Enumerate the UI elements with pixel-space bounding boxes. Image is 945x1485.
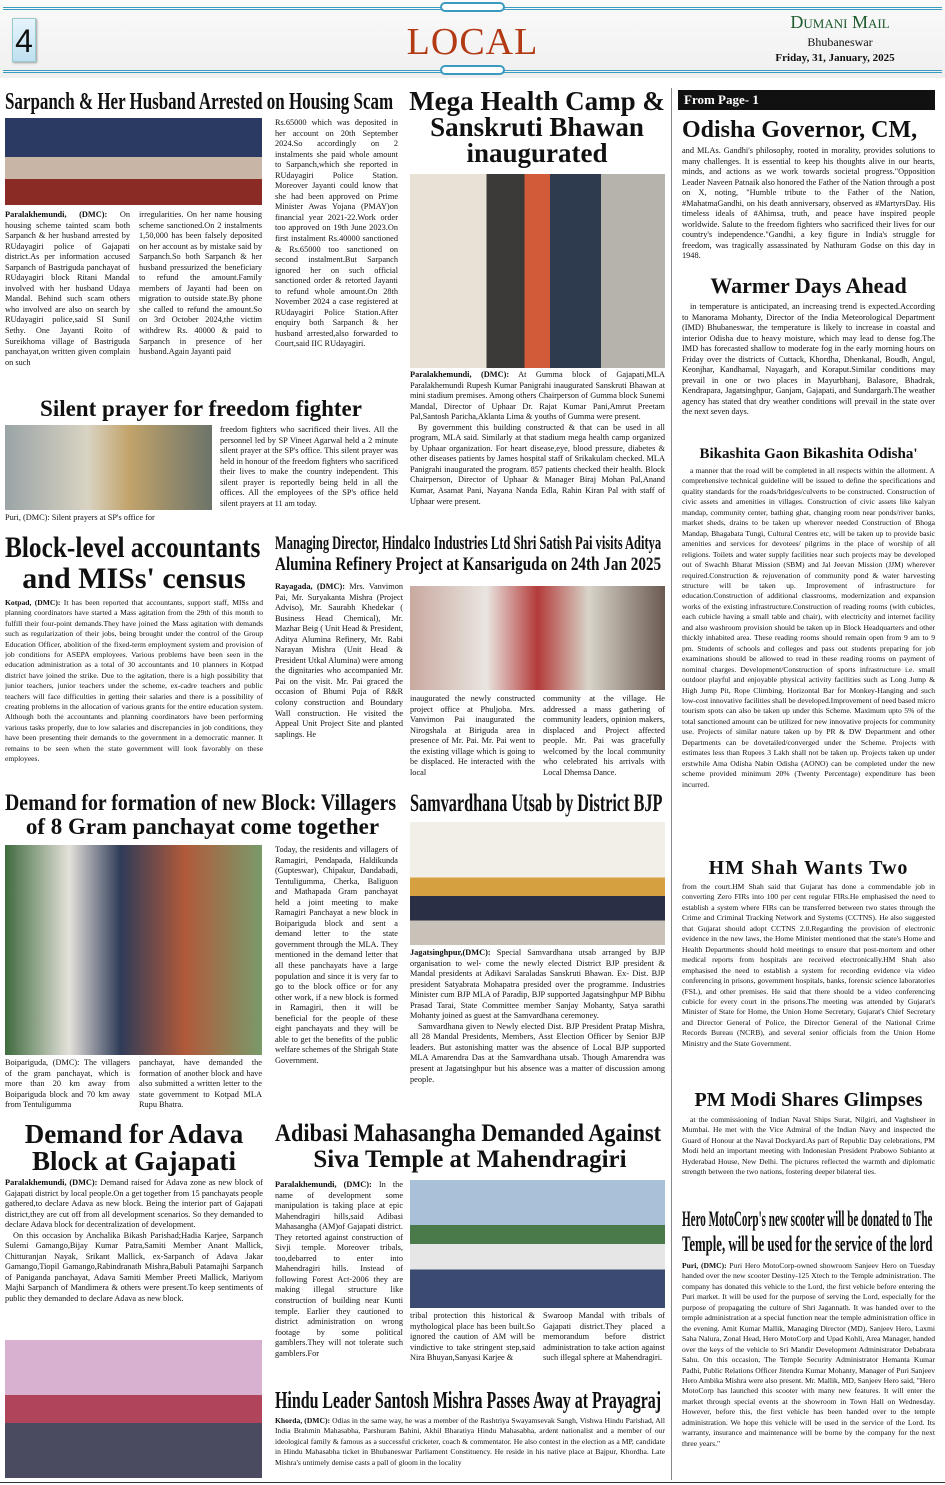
photo-adava-gathering: [5, 1340, 262, 1478]
headline-hero-motocorp: [682, 1206, 935, 1256]
edition-city: Bhubaneswar: [807, 35, 873, 49]
headline-adava: [5, 1121, 263, 1175]
article-body-pm-modi: at the commissioning of Indian Naval Ships Surat, Nilgiri, and Vaghsheer in Mumbai. He met with the Vice Admiral of the Indian Navy and inspected the Guard of Honour at the Naval Dockyard.As part of Republic Day celebrations, PM Modi held an important meeting with Indonesian President Prabowo Subianto at Hyderabad House, New Delhi. The pictures reflected the warmth and diplomatic strength between the two nations, fostering deeper bilateral ties.: [682, 1115, 935, 1177]
article-body-hindalco-col2: inaugurated the newly constructed project office at Phuljoba. Mrs. Vanvimon Pai inaugurated the Nirogshala at Biriguda area in presence of Mr. Pai. Mr. Pai went to the existing village which is going to be displaced. He interacted with the local: [410, 694, 535, 777]
article-body-accountants: Kotpad, (DMC): It has been reported that accountants, support staff, MISs and planning coordinators have started a Mass agitation from the 29th of this month to fulfill their four-point demands.They have joined the Mass agitation with demands such as regularization of their jobs, being brought under the control of the Group Education Officer, abolition of the fixed-term employment system and provision of job conditions for ASEPA employees. Various problems have been seen in the education administration as a total of 30 accountants and 10 planners in Kotpad district have joined the strike. Due to the agitation, there is a high possibility that junior teachers, junior teachers under the scheme, ex-cadre teachers and public teachers will face difficulties in getting their salaries and there is a possibility of creating problems in the allocation of various grants for the entire education system. Although both the accountants and planning coordinators have been performing various tasks properly, due to low salaries and discrepancies in job conditions, they have been presenting their demands to the government in a democratic manner. It remains to be seen when the state government will look favorably on these employees.: [5, 598, 263, 764]
newspaper-brand: Dumani Mail: [790, 12, 890, 32]
article-body-adibasi-col1: Paralakhemundi, (DMC): In the name of development some manipulation is taking place at epic Mahendragiri hills,said Adibasi Mahasangha (AM)of Gajapati district. They retorted against construction of Sivji temple. Moreover tribals, too,debarred to enter into Mahendragiri hills. Instead of following Forest Act-2006 they are making illegal structure like construction of building near Kunti temple. Earlier they cautioned to district administration on wrong footage by some political gamblers.They will not tolerate such gamblers.For: [275, 1180, 403, 1358]
photo-silent-prayer: [5, 425, 212, 510]
headline-line: Bikashita Gaon Bikashita Odisha': [699, 446, 918, 462]
article-body-adava: Paralakhemundi, (DMC): Demand raised for Adava zone as new block of Gajapati district by local people.On a get together from 15 panchayats people gathered,to declare Adava as new block. Being the interior part of Gajapati district,they are cut off from all development scenarios. So they demanded to declare Adava block for decentralization of development. On this occasion by Anchalika Bikash Parishad;Hadia Karjee, Sarpanch Sulemi Gamango,Bijay Kumar Patra,Samiti Member Anant Mallick, Chitturanjan Nayak, Srikant Mallick, ex-Sarpanch of Adava Jakar Gamango,Tiopil Gamango,Rabindranath Mishra,Babuli Patamajhi Sarpanch of Paniganda panchayat, Adava Samiti Member Preeti Mallick, Mariyom Majhi Sarpanch of Mandimera & others were present.To keep sentiments of public they demanded to declare Adava as new block.: [5, 1178, 263, 1304]
headline-line: Temple, will be used for the service of the lord: [682, 1231, 933, 1256]
article-body-samvardhana: Jagatsinghpur,(DMC): Special Samvardhana utsab arranged by BJP organisation to wel- come the newly elected District BJP president & Mandal presidents at Adikavi Saraladas Sanskruti Bhawan. Ex- Dist. BJP president Satyabrata Mohapatra presided over the programme. Industries Minister cum BJP MLA of Paradip, BJP supported Jagatsinghpur MP Bibhu Prasad Tarai, State Committee member Sanjay Mohanty, Satya sarathi Mohanty joined as guest at the Samvardhana ceremoney. Samvardhana given to Newly elected Dist. BJP President Pratap Mishra, all 28 Mandal Presidents, Members, Asst Election Officer by Senior BJP leaders. But astonishing matter was the absence of Local BJP supported MLA Amarendra Das at the Samvardhana utsab. Though Amarendra was present at Jagatsinghpur but his absence was a matter of discussion among people.: [410, 948, 665, 1084]
article-body-adibasi-col2: tribal protection this historical & mythological place has been built.So ignored the caution of AM will be vindictive to take stringent step,said Nira Bhuyan,Sanyasi Karjee &: [410, 1311, 535, 1363]
headline-line: Alumina Refinery Project at Kansariguda on 24th Jan 2025: [275, 554, 662, 575]
headline-hindalco: [275, 533, 665, 575]
headline-line: Hindu Leader Santosh Mishra Passes Away at Prayagraj: [275, 1388, 662, 1414]
headline-sarpanch: [5, 89, 397, 115]
headline-santosh-mishra: [275, 1388, 665, 1414]
photo-caption-new-block-col2: panchayat, have demanded the formation of another block and have also submitted a written letter to the state government to Kotpad MLA Rupu Bhatra.: [139, 1058, 262, 1110]
from-page1-banner: From Page- 1: [678, 90, 935, 110]
article-body-hm-shah: from the court.HM Shah said that Gujarat has done a commendable job in converting Zero FIRs into 100 per cent regular FIRs.He emphasised the need to establish a system where FIRs can be transferred between two states through the Crime and Criminal Tracking Network and Systems (CCTNS). He also suggested that Gujarat should adopt CCTNS 2.0.Regarding the provision of electronic evidence in the new laws, the Home Minister mentioned that the state's Home and Health Departments should hold meetings to ensure that post-mortem and other medical reports from hospitals are received electronically.HM Shah also emphasised the need to establish a system for recording evidence via video conferencing in prisons, government hospitals, banks, forensic science laboratories (FSL), and other premises. He said that there should be a video conferencing cubicle for every court in the prisons.The meeting was attended by Gujarat's Minister of State for Home, the Union Home Secretary, Gujarat's Chief Secretary and Director General of Police, the Director General of the National Crime Records Bureau (NCRB), and several senior officials from the Union Home Ministry and the State Government.: [682, 882, 935, 1048]
article-body-new-block: Today, the residents and villagers of Ramagiri, Pendapada, Haldikunda (Gupteswar), Chipakur, Dandabadi, Tentuligumma, Cherka, Baliguon and Mathapada Gram panchayat held a joint meeting to make Ramagiri Panchayat a new block in Boipariguda block and sent a demand letter to the state government through the MLA. They mentioned in the demand letter that all these panchayats have a large population and since it is very far to go to the block office or for any other work, if a new block is formed in Ramagiri, then it will be beneficial for the people of these eight panchayats and they will be able to get the benefits of the public welfare schemes of the Shrigah State Government.: [275, 845, 398, 1065]
headline-line: Demand for Adava: [24, 1119, 244, 1149]
ornament-icon: [440, 2, 505, 12]
headline-line: Samvardhana Utsab by District BJP: [410, 790, 663, 817]
article-body-health-camp: Paralakhemundi, (DMC): At Gumma block of Gajapati,MLA Paralakhemundi Rupesh Kumar Panigrahi inaugurated Sanskruti Bhawan at mini stadium premises. Among others Chairperson of Gumma block Sunemi Mandal, Director of Uphaar Dr. Rajat Kumar Pani,Amrut Preetam Pal,Santosh Paricha,Aklanta Lima & youths of Gumma were present. By government this building constructed & that can be used in all program, MLA said. Similarly at that stadium mega health camp organized by Uphaar organization. For heart disease,eye, blood pressure, diabetes & other diseases patients by James hospital staff of Srikakulam checked. MLA Panigrahi inaugurated the program. 857 patients checked their health. Block Chairperson, Director of Uphaar & Manager Biraj Mohan Pal,Anand Kumar, Asamat Pani, Nayana Nanda Edla, Rahin Kiran Pal with staff of Uphaar were present.: [410, 370, 665, 506]
photo-sarpanch-office-sign: [5, 118, 262, 205]
article-body-sarpanch-col3: Rs.65000 which was deposited in her account on 20th September 2024.So accordingly on 2 instalments she paid whole amount to Sarpanch,which she reported in RUdayagiri Police Station. Moreover Jayanti could know that she had been approved on Prime Minister Awas Yojana (PMAY)on financial year 2021-22.Work order too approved on 19th June 2023.On first instalment Rs.40000 sanctioned & Rs.65000 too sanctioned on second instalment.But Sarpanch ignored her on such official sanctioned order & retorted Jayanti to refund whole amount.On 28th November 2024 a case registered at RUdayagiri Police Station.After enquiry both Sarpanch & her husband arrested,also forwarded to Court,said IIC RUdayagiri.: [275, 118, 398, 349]
edition-date: Friday, 31, January, 2025: [775, 52, 895, 64]
masthead: [0, 0, 945, 78]
headline-line: Adibasi Mahasangha Demanded Against: [275, 1120, 662, 1147]
photo-hindalco-visit: [410, 586, 665, 690]
photo-caption-new-block-col1: Boipariguda, (DMC): The villagers of the gram panchayat, which is more than 20 km away from Boipariguda block and 70 km away from Tentuligumma: [5, 1058, 130, 1110]
headline-bikashita: [682, 444, 935, 464]
article-body-santosh-mishra: Khorda, (DMC): Odias in the same way, he was a member of the Rashtriya Swayamsevak Sangh, Vishwa Hindu Parishad, All India Brahmin Mahasabha, Parshuram Bahini, Akhil Bharatiya Hindu Mahasabha, ardent nationalist and a member of our ideological family & famous as a successful cricketer, coach & commentator. He also contest in the election as a MP, candidate in Hindu Mahasabha ticket in Bhubaneswar Parliament Constituency. He reside in his native place at Bajpur, Khordha. Late Mishra's untimely demise casts a pall of gloom in the locality: [275, 1416, 665, 1467]
ornament-icon: [440, 65, 505, 75]
headline-warmer-days: [682, 274, 935, 298]
article-body-sarpanch-col1: Paralakhemundi, (DMC): On housing scheme tainted scam both Sarpanch & her husband arrested by RUdayagiri police of Gajapati district.As per information accused Sarpanch of Bastriguda panchayat of RUdayagiri block Ritani Mandal involved with her husband Udaya Mandal. Behind such scam others who involved are also on search by RUdayagiri police,said SI Sunil Sethy. One Jayanti Roito of Sureikhoma village of Bastriguda panchayat,on written given complain on such: [5, 210, 130, 367]
headline-line: Siva Temple at Mahendragiri: [313, 1146, 627, 1173]
headline-line: Hero MotoCorp's new scooter will be donated to The: [682, 1206, 933, 1231]
headline-line: Silent prayer for freedom fighter: [40, 396, 362, 421]
headline-silent-prayer: [5, 396, 397, 422]
headline-line: Demand for formation of new Block: Villagers: [5, 790, 397, 815]
article-body-hero-motocorp: Puri, (DMC): Puri Hero MotoCorp-owned showroom Sanjeev Hero on Tuesday handed over the new scooter Destiny-125 Xtech to the Temple administration. The company has donated this vehicle to the Lord, the first vehicle before entering the Puri market. It will be used for the purpose of serving the Lord, especially for the purpose of propagating the culture of Shri Jagannath. It was handed over to the temple administration at a special function near the temple administration office in the evening. Amit Kumar Mallik, Managing Director (MD), Sanjeev Hero, Laxmi Saha Nalura, Zonal Head, Hero MotoCorp and Upad Kohli, Area Manager, handed over the keys of the vehicle to Sri Mandir Development Administrator Debabrata Sahu. On this occasion, The Temple Security Administrator Hemanta Kumar Padhi, Public Relations Officer Jitendra Kumar Mohanty, Manager of Puri Sanjeev Hero Ambika Mishra were also present. Mr. Mallik, MD, Sanjeev Hero said, "Hero MotoCorp has launched this scooter with many new features. It will enter the market through special events at the showroom in Town Hall on Wednesday. However, before this, the first vehicle has been handed over to the temple administration. We hope this vehicle will be used in the service of the Lord. Its warranty, insurance and maintenance will be borne by the company for the next three years.": [682, 1261, 935, 1448]
headline-line: Mega Health Camp &: [409, 86, 665, 116]
headline-health-camp: [408, 88, 666, 166]
headline-line: Sanskruti Bhawan: [430, 112, 644, 142]
headline-hm-shah: [682, 856, 935, 880]
headline-line: Warmer Days Ahead: [710, 273, 907, 298]
headline-line: and MISs' census: [22, 562, 246, 595]
article-body-hindalco-col3: community at the village. He addressed a mass gathering of community leaders, opinion makers, displaced and Project affected people. Mr. Pai was gracefully welcomed by the local community who celebrated his arrivals with Local Dhemsa Dance.: [543, 694, 665, 777]
article-body-bikashita: a manner that the road will be completed in all respects within the allotment. A comprehensive technical guideline will be issued to define the specifications and quality standards for the roads/bridges/culverts to be constructed. Construction of civic assets and amenities in villages. Construction of civic assets like kalyan mandap, community center, bathing ghat, changing room near ponds/river banks, market sheds, drains to be taken up wherever needed Construction of Bhoga Mandap, Bhagabata Tungi, Cultural Centres etc, will be taken up to provide basic amenities and services for devotees/ pilgrims in the place of worship of all religions. Toilets and water supply facilities near such projects may be developed out of Swachh Bharat Mission (SBM) and Jal Jeevan Mission (JJM) wherever required.Construction & rejuvenation of community pond & water harvesting structure will be taken up. Improvement of infrastructure for education.Construction of additional classrooms, modernization and expansion works of the existing infrastructure.Construction of reading rooms (with cubicles, each cubicle having a small table and chair), with electricity and internet facility and also washroom provision should be taken up in Block Headquarters and other thickly inhabited area. These reading rooms should remain open from 9 am to 9 pm. Students of schools and colleges and pass out students preparing for job examinations should be allowed to read in these reading rooms on payment of nominal charges. Development/Construction of sports infrastructure i.e. small outdoor playful and enjoyable physical activity facilities such as Long Jump & High Jump Pit, Rope Climbing, Horizontal Bar for Monkey-Hanging and such low-cost innovative facilities shall be developed.Improvement of need based micro tourism spots can also be taken up under this Scheme. Maximum upto 5% of the total sanctioned amount can be utilized for new innovative projects for community use. Projects of similar nature taken up by PR & DW Department and other Departments can be dovetailed/converged under the Scheme. Projects with estimates less than Rupees 3 Lakh shall not be taken up. Projects taken up under erstwhile Ama Odisha Nabin Odisha (AONO) can be completed under the new scheme provided minimum 20% (Twenty Percentage) expenditure has been incurred.: [682, 466, 935, 789]
headline-samvardhana: [410, 791, 665, 817]
photo-caption-silent-prayer: Puri, (DMC): Silent prayers at SP's office for: [5, 513, 155, 522]
page-number: 4: [12, 18, 36, 62]
article-body-governor: and MLAs. Gandhi's philosophy, rooted in morality, provides solutions to many challenges. It is essential to keep his thoughts alive in our hearts, minds, and actions as we work towards societal progress."Opposition Leader Naveen Patnaik also honored the Father of the Nation through a post on X, noting, "Humble tribute to the Father of the Nation, #MahatmaGandhi, on his death anniversary, observed as #MartyrsDay. His timeless ideals of #Ahimsa, truth, and peace have inspired people worldwide. Salute to the freedom fighters who sacrificed their lives for our country's independence."Gandhi, a key figure in India's struggle for freedom, was tragically assassinated by Nathuram Godse on this day in 1948.: [682, 146, 935, 261]
article-body-adibasi-col3: Swaroop Mandal with tribals of Gajapati district.They placed a memorandum before district administration to take action against such illegal sphere at Mahendragiri.: [543, 1311, 665, 1363]
headline-line: PM Modi Shares Glimpses: [694, 1089, 923, 1111]
headline-line: Managing Director, Hindalco Industries Ltd Shri Satish Pai visits Aditya: [275, 533, 662, 554]
article-body-silent-prayer: freedom fighters who sacrificed their lives. All the personnel led by SP Vineet Agarwal held a 2 minute silent prayer at the SP's office. This silent prayer was held in honour of the freedom fighters who sacrificed their lives to make the country independent. This silent prayer is reportedly being held in all the offices. All the employees of the SP's office held silent prayers at 11 am today.: [220, 425, 398, 508]
article-body-hindalco-col1: Rayagada, (DMC): Mrs. Vanvimon Pai, Mr. Suryakanta Mishra (Project Adviso), Mr. Saurabh Khedekar ( Business Head Chemical), Mr. Mazhar Beig ( Unit Head & President, Aditya Alumina Refinery, Mr. Rabi Narayan Mishra (Unit Head & President Utkal Alumina) were among the dignitaries who accompanied Mr. Pai on the visit. Mr. Pai graced the occasion of Bhumi Puja of R&R colony construction and Boundary Wall construction. He visited the Appeal Unit Project Site and planted saplings. He: [275, 582, 403, 739]
headline-accountants: [5, 532, 263, 594]
headline-line: Odisha Governor, CM,: [682, 117, 918, 143]
photo-villagers-meeting: [5, 845, 262, 1055]
headline-governor: [682, 117, 935, 143]
headline-adibasi: [275, 1121, 665, 1173]
photo-adibasi-mahasangha: [410, 1180, 665, 1308]
headline-line: Block at Gajapati: [31, 1146, 236, 1176]
article-body-warmer-days: in temperature is anticipated, an increasing trend is expected.According to Manorama Mohanty, Director of the India Meteorological Department (IMD) Bhubaneswar, the temperature is likely to increase in coastal and interior Odisha due to heavy moisture, which may lead to dense fog.The IMD has forecasted shallow to moderate fog in the early morning hours on Friday over the districts of Cuttack, Khordha, Dhenkanal, Boudh, Angul, Keonjhar, Kandhamal, Nayagarh, and Koraput.Similar conditions may prevail in one or two places in Mayurbhanj, Balasore, Bhadrak, Kendrapara, Jagatsinghpur, Ganjam, Gajapati, and Sundargarh.The weather agency has stated that dry weather conditions will prevail in the state over the next seven days.: [682, 302, 935, 417]
photo-health-camp-inauguration: [410, 174, 665, 368]
headline-line: inaugurated: [466, 138, 608, 168]
photo-samvardhana-utsab: [410, 822, 665, 945]
headline-new-block: [5, 791, 400, 839]
article-body-sarpanch-col2: irregularities. On her name housing scheme sanctioned.On 2 instalments 1,50,000 has been falsely deposited on her account as by mistake said by Sarpanch.So both Sarpanch & her husband pressurized the beneficiary to refund the amount.Family members of Jayanti had been on migration to outside state.By phone she called to refund the amount.So on 3rd October 2024,the victim withdrew Rs. 40000 & paid to Sarpanch in presence of her husband.Again Jayanti paid: [139, 210, 262, 357]
headline-line: Block-level accountants: [5, 531, 261, 564]
section-title: LOCAL: [406, 21, 539, 63]
headline-pm-modi: [682, 1088, 935, 1112]
column-divider: [671, 88, 672, 1480]
headline-line: Sarpanch & Her Husband Arrested on Housing Scam: [5, 89, 394, 115]
headline-line: of 8 Gram panchayat come together: [25, 814, 380, 839]
headline-line: HM Shah Wants Two: [708, 857, 909, 879]
footer-rule: [0, 1482, 945, 1483]
